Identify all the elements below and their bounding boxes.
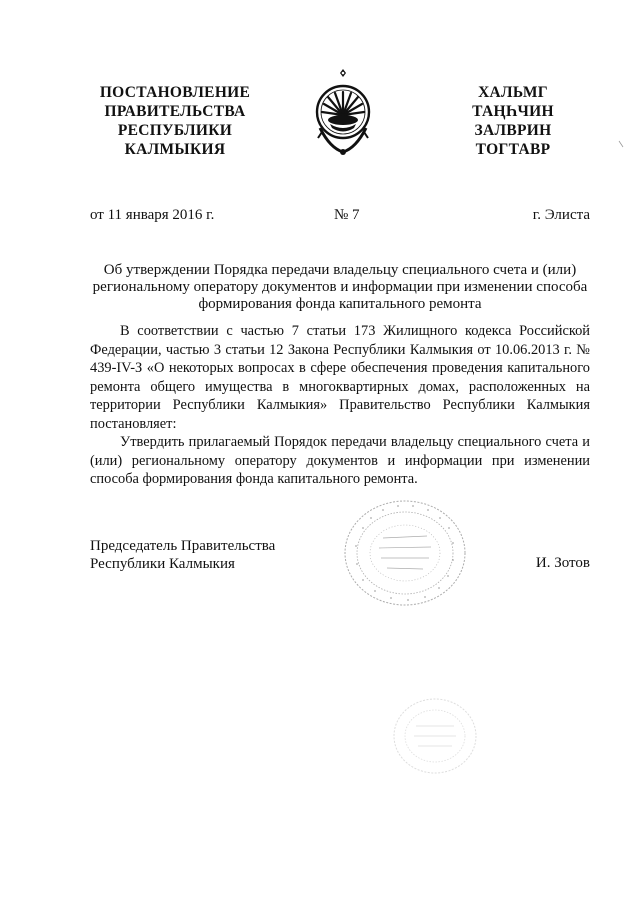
header-left-line: ПОСТАНОВЛЕНИЕ	[99, 84, 251, 101]
document-number: № 7	[334, 207, 360, 223]
document-city: г. Элиста	[532, 207, 590, 223]
kalmykia-coat-of-arms-icon	[308, 68, 378, 158]
document-date: от 11 января 2016 г.	[90, 207, 215, 223]
header-right-line: ЗАЛВРИН	[474, 122, 552, 139]
margin-mark	[618, 140, 624, 148]
body-paragraph: В соответствии с частью 7 статьи 173 Жилищного кодекса Российской Федерации, частью 3 статьи 12 Закона Республики Калмыкия от 10.06.2013 г. № 439-IV-З «О некоторых вопросах в сфере обеспечения проведения капитального ремонта общего имущества в многоквартирных домах, расположенных на территории Республики Калмыкия» Правительство Республики Калмыкия постановляет:	[90, 323, 590, 432]
document-title: Об утверждении Порядка передачи владельцу специального счета и (или) региональному оператору документов и информации при изменении способа формирования фонда капитального ремонта	[92, 262, 588, 312]
header-right-line: ТАҢҺЧИН	[472, 103, 554, 120]
header-left-line: РЕСПУБЛИКИ	[117, 122, 233, 139]
header-left-line: ПРАВИТЕЛЬСТВА	[104, 103, 246, 120]
body-paragraph: Утвердить прилагаемый Порядок передачи владельцу специального счета и (или) региональному оператору документов и информации при изменении способа формирования фонда капитального ремонта.	[90, 434, 590, 487]
header-right	[448, 83, 578, 159]
header-right-line: ТОГТАВР	[475, 141, 551, 158]
stamp-bleed-through	[392, 696, 478, 776]
signature-position-line: Председатель Правительства	[90, 538, 276, 554]
header-left	[95, 83, 255, 159]
document-body	[90, 322, 590, 489]
official-stamp	[343, 498, 468, 608]
document-meta	[90, 207, 590, 227]
header-left-line: КАЛМЫКИЯ	[124, 141, 226, 158]
signature-position-line: Республики Калмыкия	[90, 555, 235, 572]
signature-position	[90, 538, 275, 573]
signature-name: И. Зотов	[535, 555, 590, 571]
header-right-line: ХАЛЬМГ	[478, 84, 548, 101]
